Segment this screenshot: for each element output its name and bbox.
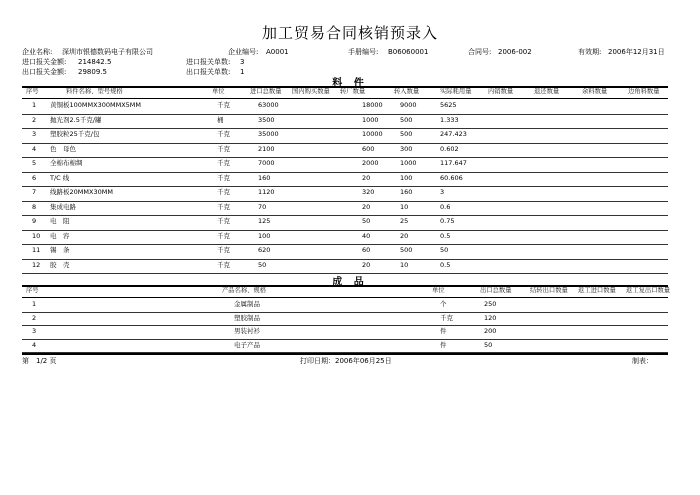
materials-cell: 70: [258, 202, 267, 211]
materials-section-title: 料 件: [332, 78, 368, 89]
enterprise-code: A0001: [266, 48, 289, 56]
materials-cell: 电 阻: [50, 217, 70, 225]
materials-column-header: 国内购买数量: [292, 88, 330, 95]
materials-cell: 千克: [217, 202, 230, 211]
materials-cell: 1: [32, 101, 37, 109]
materials-cell: 100: [400, 173, 413, 182]
products-column-header: 序号: [26, 287, 39, 294]
products-row: [22, 312, 668, 326]
materials-cell: 5: [32, 159, 37, 167]
products-row: [22, 339, 668, 353]
products-cell: 塑胶制品: [234, 313, 260, 322]
materials-column-header: 转入数量: [394, 88, 420, 95]
materials-cell: 50: [258, 260, 267, 269]
materials-cell: 千克: [217, 144, 230, 153]
materials-cell: 塑胶粒25千克/包: [50, 130, 100, 138]
export-amount: 29809.5: [78, 68, 107, 76]
company-name: 深圳市银德数码电子有限公司: [62, 48, 153, 56]
valid-label: 有效期:: [578, 48, 602, 56]
materials-cell: 胶 壳: [50, 260, 70, 269]
products-row: [22, 325, 668, 339]
handbook-label: 手册编号:: [348, 48, 379, 56]
materials-column-header: 序号: [26, 88, 39, 95]
materials-cell: 0.5: [440, 231, 451, 240]
products-cell: 男装衬衫: [234, 327, 260, 335]
materials-cell: 12: [32, 260, 41, 269]
materials-cell: 60: [362, 246, 371, 254]
materials-cell: 千克: [217, 246, 230, 254]
products-cell: 2: [32, 313, 37, 322]
materials-cell: 63000: [258, 101, 279, 109]
materials-cell: 桶: [217, 115, 224, 124]
products-column-header: 出口总数量: [480, 287, 512, 294]
products-cell: 电子产品: [234, 340, 260, 349]
materials-cell: 锡 条: [50, 246, 70, 254]
materials-cell: 25: [400, 217, 409, 225]
contract-no: 2006-002: [498, 48, 532, 56]
materials-cell: 620: [258, 246, 271, 254]
materials-cell: 色 母色: [50, 144, 76, 153]
materials-cell: 35000: [258, 130, 279, 138]
materials-cell: 300: [400, 144, 413, 153]
materials-cell: 10: [32, 231, 41, 240]
contract-label: 合同号:: [468, 48, 492, 56]
materials-cell: 6: [32, 173, 37, 182]
materials-cell: 1000: [400, 159, 417, 167]
company-label: 企业名称:: [22, 48, 53, 56]
materials-row: [22, 230, 668, 245]
materials-row: [22, 99, 668, 114]
materials-cell: 160: [258, 173, 271, 182]
materials-cell: 3: [32, 130, 37, 138]
products-row: [22, 298, 668, 312]
materials-cell: 黄铜板100MMX300MMX5MM: [50, 101, 142, 109]
materials-cell: 5625: [440, 101, 457, 109]
products-cell: 50: [484, 340, 493, 349]
materials-cell: 1000: [362, 115, 379, 124]
products-cell: 个: [440, 300, 447, 308]
materials-cell: 3: [440, 188, 445, 196]
materials-cell: 0.6: [440, 202, 451, 211]
materials-cell: 20: [362, 202, 371, 211]
materials-column-header: 单位: [212, 88, 225, 95]
materials-cell: 千克: [217, 173, 230, 182]
import-count: 3: [240, 58, 245, 66]
materials-cell: 10: [400, 202, 409, 211]
materials-row: [22, 157, 668, 172]
materials-cell: 2: [32, 115, 37, 124]
materials-cell: 10000: [362, 130, 383, 138]
materials-cell: 500: [400, 115, 413, 124]
materials-cell: 7000: [258, 159, 275, 167]
materials-cell: 100: [258, 231, 271, 240]
materials-cell: 8: [32, 202, 37, 211]
valid-date: 2006年12月31日: [608, 48, 665, 56]
import-amount: 214842.5: [78, 58, 112, 66]
materials-column-header: 转厂数量: [340, 88, 366, 95]
print-date: 打印日期：2006年06月25日: [300, 357, 392, 365]
materials-cell: 2000: [362, 159, 379, 167]
materials-column-header: 退还数量: [534, 88, 560, 95]
products-column-header: 结转出口数量: [530, 287, 568, 294]
materials-cell: 1.333: [440, 115, 459, 124]
products-cell: 1: [32, 300, 37, 308]
materials-cell: 千克: [217, 159, 230, 167]
materials-cell: 247.423: [440, 130, 467, 138]
materials-cell: 抛光剂2.5千克/罐: [50, 115, 102, 124]
materials-cell: 320: [362, 188, 375, 196]
materials-cell: 0.5: [440, 260, 451, 269]
materials-row: [22, 244, 668, 259]
materials-row: [22, 128, 668, 143]
products-cell: 3: [32, 327, 37, 335]
materials-cell: 9: [32, 217, 37, 225]
materials-row: [22, 186, 668, 201]
materials-cell: 40: [362, 231, 371, 240]
materials-cell: 600: [362, 144, 375, 153]
materials-cell: 50: [362, 217, 371, 225]
materials-column-header: 料件名称、型号规格: [66, 88, 123, 95]
materials-row: [22, 143, 668, 158]
materials-column-header: 实际耗用量: [440, 88, 472, 95]
products-cell: 千克: [440, 313, 453, 322]
materials-cell: 千克: [217, 217, 230, 225]
materials-cell: 60.606: [440, 173, 463, 182]
materials-row: [22, 259, 668, 274]
materials-cell: 电 容: [50, 231, 70, 240]
materials-cell: 9000: [400, 101, 417, 109]
materials-cell: 集成电路: [50, 202, 76, 211]
materials-cell: 千克: [217, 101, 230, 109]
products-cell: 件: [440, 327, 447, 335]
materials-cell: 7: [32, 188, 37, 196]
materials-cell: 160: [400, 188, 413, 196]
materials-cell: 0.75: [440, 217, 455, 225]
materials-cell: 1120: [258, 188, 275, 196]
import-count-label: 进口报关单数:: [186, 58, 231, 66]
materials-cell: 10: [400, 260, 409, 269]
materials-cell: 11: [32, 246, 41, 254]
page-title: 加工贸易合同核销预录入: [261, 24, 438, 42]
products-section-title: 成 品: [332, 277, 368, 288]
materials-cell: 117.647: [440, 159, 467, 167]
materials-cell: 20: [362, 173, 371, 182]
materials-row: [22, 114, 668, 129]
page-number: 第 1/2 页: [22, 357, 57, 365]
maker-label: 制表：: [632, 357, 653, 365]
products-column-header: 产品名称、规格: [222, 287, 267, 294]
products-cell: 4: [32, 340, 37, 349]
materials-column-header: 边角料数量: [628, 88, 660, 95]
products-cell: 金属制品: [234, 300, 260, 308]
products-cell: 120: [484, 313, 497, 322]
materials-row: [22, 201, 668, 216]
materials-cell: 线路板20MMX30MM: [50, 188, 113, 196]
materials-cell: 500: [400, 246, 413, 254]
materials-cell: 500: [400, 130, 413, 138]
products-cell: 200: [484, 327, 497, 335]
materials-cell: T/C 线: [50, 173, 70, 182]
materials-cell: 千克: [217, 231, 230, 240]
materials-cell: 千克: [217, 130, 230, 138]
materials-cell: 千克: [217, 188, 230, 196]
export-count: 1: [240, 68, 245, 76]
materials-column-header: 进口总数量: [250, 88, 282, 95]
products-column-header: 单位: [432, 287, 445, 294]
materials-column-header: 内销数量: [488, 88, 514, 95]
import-amount-label: 进口报关金额:: [22, 58, 67, 66]
handbook-no: B06060001: [388, 48, 429, 56]
materials-cell: 千克: [217, 260, 230, 269]
materials-cell: 3500: [258, 115, 275, 124]
materials-cell: 全棉布棉绸: [50, 159, 83, 167]
products-cell: 件: [440, 340, 447, 349]
materials-column-header: 余料数量: [582, 88, 608, 95]
products-cell: 250: [484, 300, 497, 308]
materials-cell: 2100: [258, 144, 275, 153]
materials-cell: 125: [258, 217, 271, 225]
materials-cell: 50: [440, 246, 449, 254]
materials-cell: 20: [362, 260, 371, 269]
enterprise-code-label: 企业编号:: [228, 48, 259, 56]
products-column-header: 返工进口数量: [578, 287, 616, 294]
materials-row: [22, 215, 668, 230]
footer-top-rule: [22, 353, 668, 355]
materials-cell: 20: [400, 231, 409, 240]
materials-cell: 4: [32, 144, 37, 153]
materials-cell: 18000: [362, 101, 383, 109]
materials-cell: 0.602: [440, 144, 459, 153]
products-column-header: 返工复出口数量: [626, 287, 671, 294]
export-amount-label: 出口报关金额:: [22, 68, 67, 76]
materials-row: [22, 172, 668, 187]
export-count-label: 出口报关单数:: [186, 68, 231, 76]
